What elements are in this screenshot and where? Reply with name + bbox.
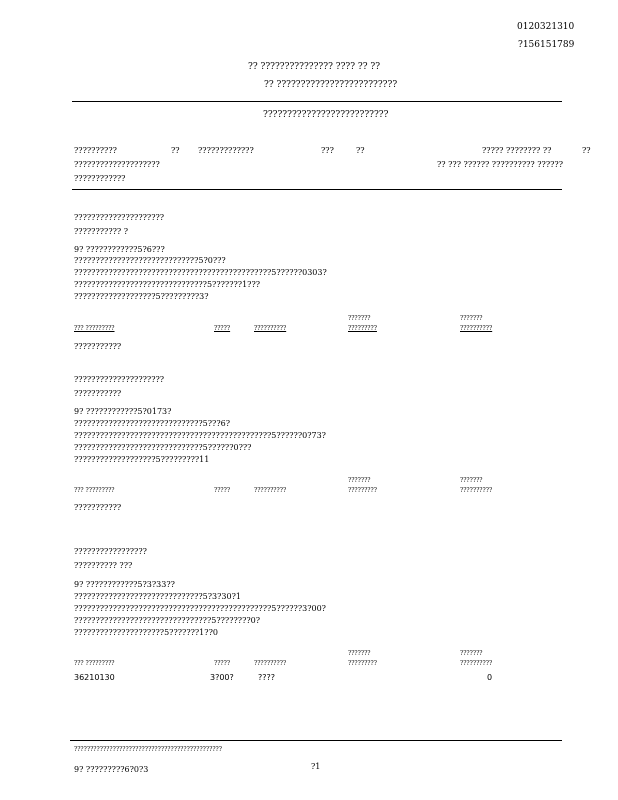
record-line: 9? ????????????5?3?33?? — [74, 580, 175, 589]
table-header: ?????????? — [254, 325, 287, 332]
table-header: ????? — [214, 660, 231, 667]
table-header: ??? ????????? — [74, 487, 115, 494]
header-divider — [72, 101, 562, 102]
footer-line: 9? ?????????6?0?3 — [74, 765, 149, 774]
record-line: ?????????????????????5???????1??0 — [74, 628, 218, 637]
record-line: ???????????????????5?????????3? — [74, 292, 209, 301]
table-header: ????? — [214, 325, 231, 332]
page-number: ?1 — [311, 762, 321, 771]
table-value: 3?00? — [210, 673, 234, 682]
record-heading: ????????????????????? — [74, 213, 165, 222]
table-header: ?????????? — [460, 660, 493, 667]
footer-note: ?????????????????????????????????????????????? — [74, 746, 222, 753]
table-header: ??????? — [348, 477, 371, 484]
record-line: 9? ????????????5?6??? — [74, 245, 165, 254]
table-header: ????? — [214, 487, 231, 494]
info-field: ???????????? — [74, 174, 126, 183]
table-header: ????????? — [348, 660, 377, 667]
table-header: ??????? — [348, 650, 371, 657]
table-header: ??????? — [460, 650, 483, 657]
table-value: ???? — [258, 673, 275, 682]
section-heading: ?????????????????????????? — [263, 110, 389, 120]
document-title: ?? ??????????????? ???? ?? ?? — [248, 62, 381, 72]
info-field: ?? — [171, 146, 180, 155]
table-header: ??? ????????? — [74, 325, 115, 332]
record-line: ??????????????????????????????????????????????5??????0?73? — [74, 431, 326, 440]
record-subheading: ?????????? ??? — [74, 561, 133, 570]
footer-divider — [70, 740, 562, 741]
table-header: ????????? — [348, 487, 377, 494]
info-field: ?? — [582, 146, 591, 155]
info-divider — [72, 189, 562, 190]
table-header: ?????????? — [254, 487, 287, 494]
info-field: ???????????????????? — [74, 160, 160, 169]
table-value: 36210130 — [74, 673, 115, 682]
info-field: ????? ???????? ?? — [482, 146, 552, 155]
record-line: ???????????????????5?????????11 — [74, 455, 210, 464]
record-subheading: ??????????? — [74, 389, 122, 398]
reference-number-2: ?156151789 — [518, 40, 575, 50]
table-header: ??? ????????? — [74, 660, 115, 667]
record-line: ??????????????????????????????5???6? — [74, 419, 231, 428]
table-header: ??????? — [460, 477, 483, 484]
document-subtitle: ?? ????????????????????????? — [264, 80, 398, 90]
record-heading: ????????????????? — [74, 547, 147, 556]
table-value: ??????????? — [74, 503, 122, 512]
record-subheading: ??????????? ? — [74, 227, 129, 236]
info-field: ??? — [321, 146, 334, 155]
table-header: ?????????? — [460, 487, 493, 494]
table-value: 0 — [487, 673, 493, 682]
record-heading: ????????????????????? — [74, 375, 165, 384]
info-field: ?????????? — [74, 146, 117, 155]
table-header: ????????? — [348, 325, 377, 332]
info-field: ????????????? — [198, 146, 254, 155]
table-header: ??????? — [460, 315, 483, 322]
record-line: ????????????????????????????????5????????0? — [74, 616, 261, 625]
record-line: ??????????????????????????????5?3?30?1 — [74, 592, 241, 601]
table-header: ?????????? — [460, 325, 493, 332]
table-value: ??????????? — [74, 342, 122, 351]
record-line: 9? ????????????5?0173? — [74, 407, 172, 416]
reference-number: 0120321310 — [517, 22, 575, 32]
info-field: ?? ??? ?????? ?????????? ?????? — [437, 160, 563, 169]
record-line: ??????????????????????????????????????????????5??????3?00? — [74, 604, 326, 613]
table-header: ??????? — [348, 315, 371, 322]
table-header: ?????????? — [254, 660, 287, 667]
record-line: ??????????????????????????????5??????0??? — [74, 443, 252, 452]
record-line: ???????????????????????????????5???????1??? — [74, 280, 261, 289]
info-field: ?? — [356, 146, 365, 155]
record-line: ??????????????????????????????????????????????5??????0303? — [74, 268, 327, 277]
record-line: ?????????????????????????????5?0??? — [74, 256, 226, 265]
